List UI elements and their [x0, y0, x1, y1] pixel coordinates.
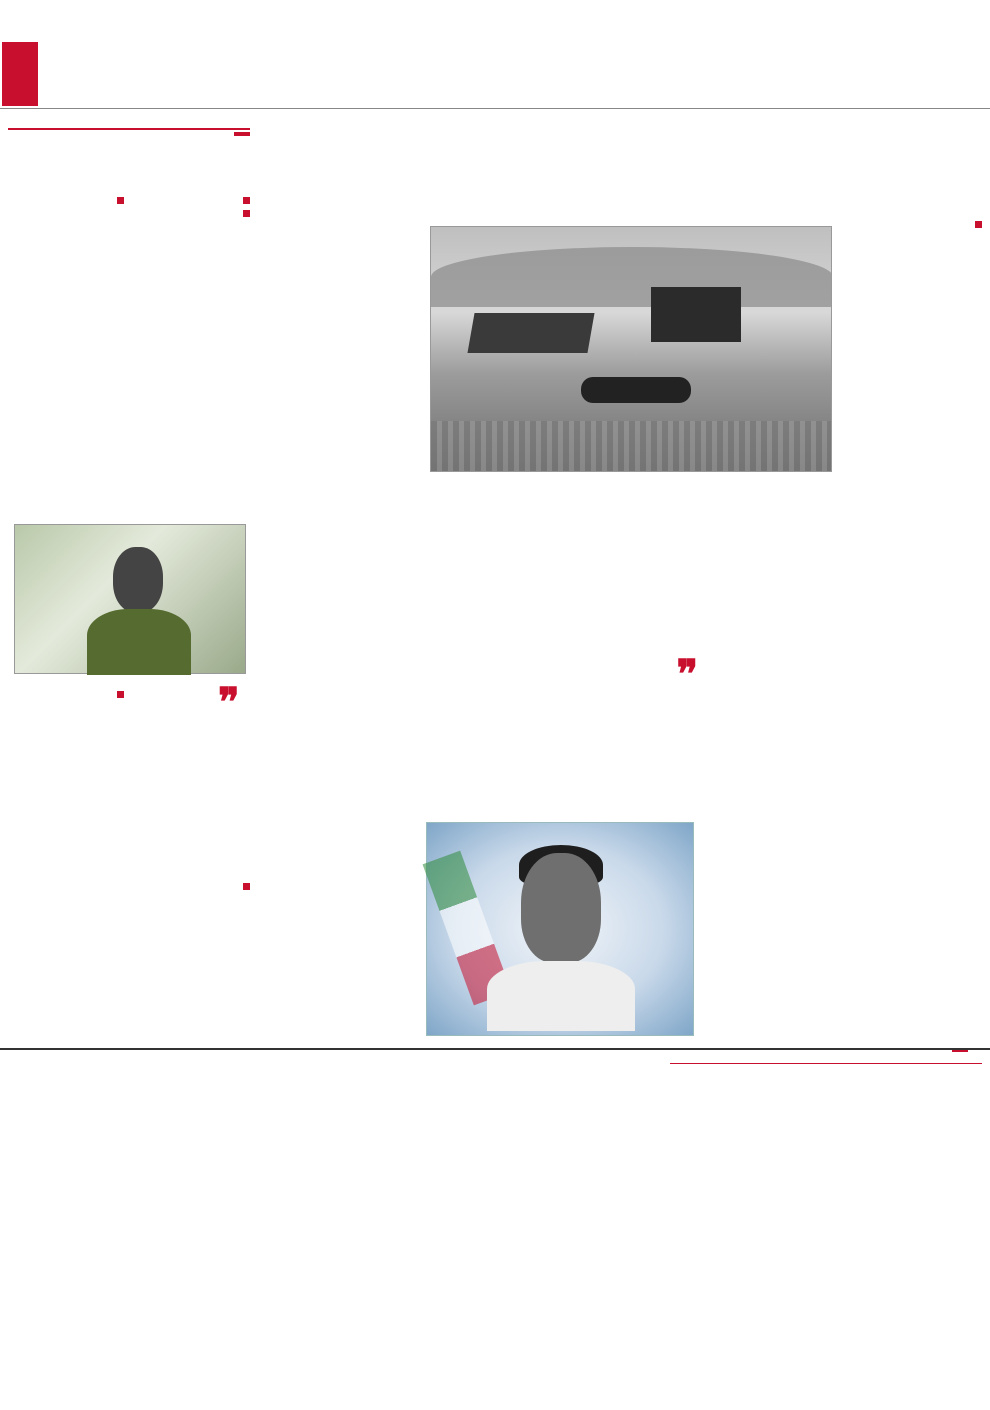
- sidebar-subhead: [130, 883, 250, 893]
- article-column-6: [302, 560, 428, 563]
- soldier-photo: [14, 524, 246, 674]
- red-square-icon: [975, 221, 982, 228]
- red-square-icon: [243, 197, 250, 204]
- header-divider: [0, 108, 990, 109]
- crossword-section-label: [670, 1050, 982, 1064]
- quote-icon: ❞: [218, 679, 240, 726]
- sidebar-subhead: [8, 197, 124, 207]
- article-column-4: [302, 218, 428, 221]
- sidebar-section-label: [8, 128, 250, 130]
- red-square-icon: [117, 691, 124, 698]
- sidebar-subhead: [8, 691, 124, 701]
- red-square-icon: [117, 197, 124, 204]
- author-tag: [854, 221, 982, 231]
- sidebar-subhead: [130, 210, 250, 220]
- page-header: [0, 0, 990, 110]
- red-square-icon: [243, 210, 250, 217]
- section-masthead: [404, 34, 524, 104]
- quote-icon: ❞: [676, 651, 698, 698]
- sidebar-column-1: [130, 194, 250, 221]
- sidebar-column-4: [130, 880, 250, 894]
- martyr-portrait-photo: [426, 822, 694, 1036]
- article-column-1: [854, 218, 982, 234]
- red-square-icon: [243, 883, 250, 890]
- battlefield-photo: [430, 226, 832, 472]
- sidebar-column-3: [8, 688, 124, 702]
- newspaper-logo: [2, 42, 38, 106]
- article-column-2: [716, 480, 842, 483]
- author-tag: [130, 197, 250, 207]
- sidebar-column-2: [8, 194, 124, 208]
